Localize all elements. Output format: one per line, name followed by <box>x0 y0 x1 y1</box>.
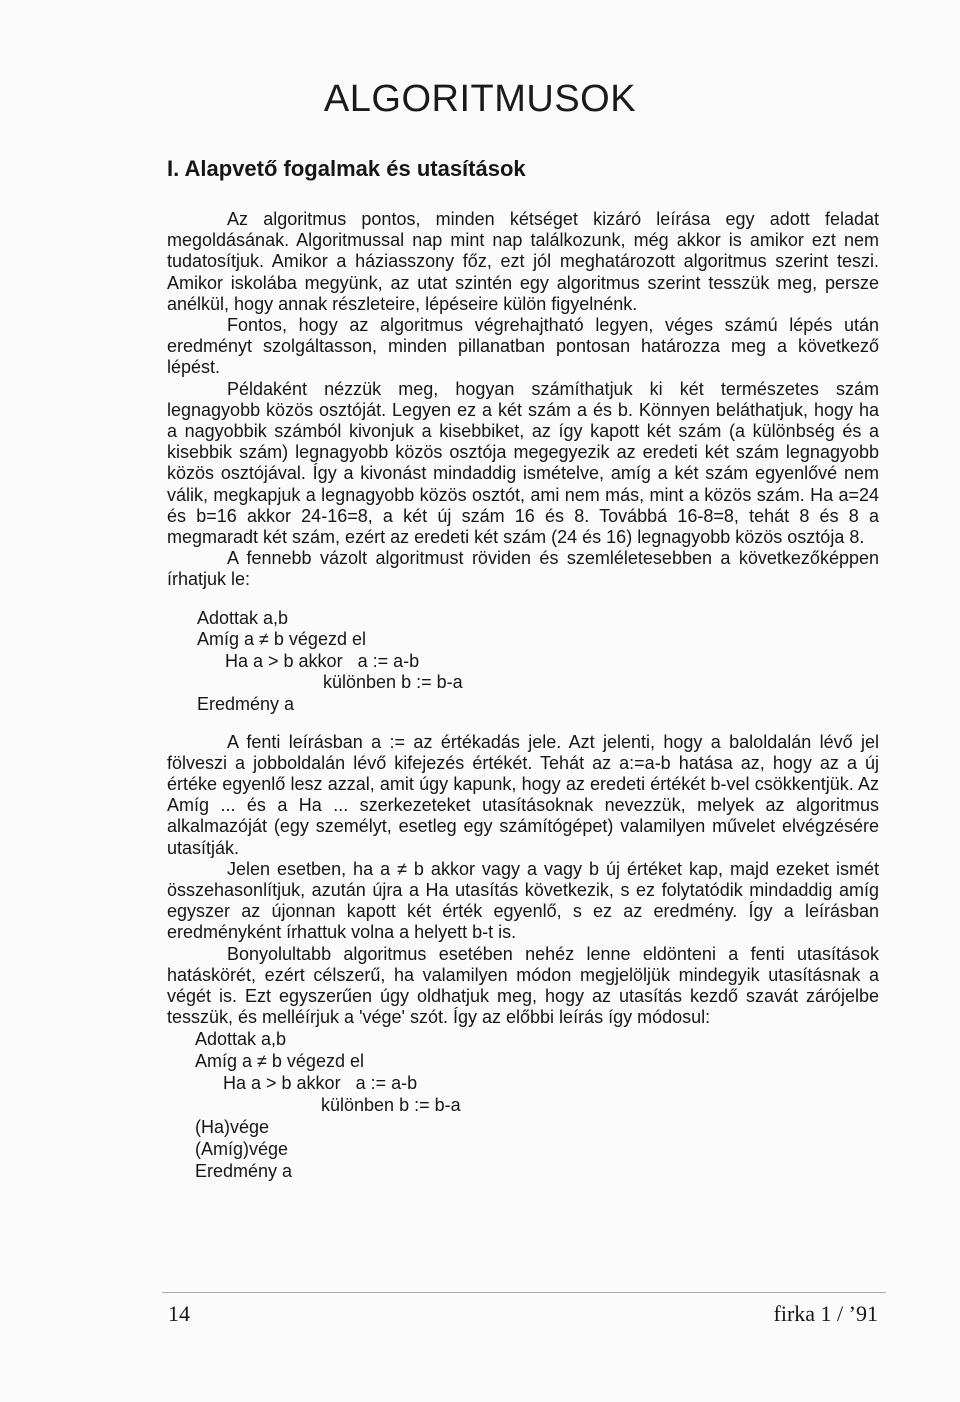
code-line: Ha a > b akkor a := a-b <box>225 650 420 671</box>
code-line: (Amíg)vége <box>195 1139 289 1160</box>
code-line: Eredmény a <box>197 694 295 715</box>
section-heading: I. Alapvető fogalmak és utasítások <box>167 156 526 181</box>
paragraph: Az algoritmus pontos, minden kétséget kizáró leírása egy adott feladat megoldásának. Algoritmussal nap mint nap találkozunk, még akkor is amikor ezt nem tudatosítjuk. Amikor a háziasszony főz, ezt jól meghatározott algoritmus szerint teszi. Amikor iskolába megyünk, az utat szintén egy algoritmus szerint tesszük meg, persze anélkül, hogy annak részleteire, lépéseire külön figyelnénk. <box>167 209 879 314</box>
code-line: Adottak a,b <box>195 1029 287 1050</box>
paragraph: A fennebb vázolt algoritmust röviden és szemléletesebben a következőképpen írhatjuk le: <box>167 548 879 590</box>
algorithm-listing-1 <box>197 608 879 716</box>
code-line: különben b := b-a <box>323 672 463 693</box>
code-line: Amíg a ≠ b végezd el <box>195 1051 364 1072</box>
paragraph: Bonyolultabb algoritmus esetében nehéz lenne eldönteni a fenti utasítások hatáskörét, ezért célszerű, ha valamilyen módon megjelöljük mindegyik utasításnak a végét is. Ezt egyszerűen úgy oldhatjuk meg, hogy az utasítás kezdő szavát zárójelbe tesszük, és melléírjuk a 'vége' szót. Így az előbbi leírás így módosul: <box>167 943 879 1028</box>
code-line: (Ha)vége <box>195 1117 270 1138</box>
journal-issue: firka 1 / ’91 <box>773 1301 878 1326</box>
code-line: különben b := b-a <box>321 1095 461 1116</box>
code-line: Ha a > b akkor a := a-b <box>223 1073 418 1094</box>
paragraph: Példaként nézzük meg, hogyan számíthatjuk ki két természetes szám legnagyobb közös osztóját. Legyen ez a két szám a és b. Könnyen beláthatjuk, hogy ha a nagyobbik számból kivonjuk a kisebbiket, az így kapott két szám (a különbség és a kisebbik szám) legnagyobb közös osztója megegyezik az eredeti két szám legnagyobb közös osztójával. Így a kivonást mindaddig ismételve, amíg a két szám egyenlővé nem válik, megkapjuk a legnagyobb közös osztót, ami nem más, mint a közös szám. Ha a=24 és b=16 akkor 24-16=8, a két új szám 16 és 8. Továbbá 16-8=8, tehát 8 és 8 a megmaradt két szám, ezért az eredeti két szám (24 és 16) legnagyobb közös osztója 8. <box>167 378 879 548</box>
page-number: 14 <box>168 1301 190 1326</box>
code-line: Amíg a ≠ b végezd el <box>197 629 366 650</box>
algorithm-listing-2 <box>195 1028 879 1182</box>
code-line: Adottak a,b <box>197 607 289 628</box>
paragraph: A fenti leírásban a := az értékadás jele. Azt jelenti, hogy a baloldalán lévő jel fölveszi a jobboldalán lévő kifejezés értékét. Tehát az a:=a-b hatása az, hogy az a új értéke egyenlő lesz azzal, amit úgy kapunk, hogy az eredeti értékét b-vel csökkentjük. Az Amíg ... és a Ha ... szerkezeteket utasításoknak nevezzük, melyek az algoritmus alkalmazóját (egy személyt, esetleg egy számítógépet) valamilyen művelet elvégzésére utasítják. <box>167 731 879 858</box>
article-body <box>167 209 879 1182</box>
footer-divider <box>162 1292 886 1293</box>
paragraph: Fontos, hogy az algoritmus végrehajtható legyen, véges számú lépés után eredményt szolgáltasson, minden pillanatban pontosan határozza meg a következő lépést. <box>167 315 879 378</box>
page-title: ALGORITMUSOK <box>323 78 637 120</box>
paragraph: Jelen esetben, ha a ≠ b akkor vagy a vagy b új értéket kap, majd ezeket ismét összehasonlítjuk, azután újra a Ha utasítás következik, s ez folytatódik mindaddig amíg egyszer az újonnan kapott két érték egyenlő, s ez az eredmény. Így a leírásban eredményként írhattuk volna a helyett b-t is. <box>167 858 879 943</box>
code-line: Eredmény a <box>195 1161 293 1182</box>
